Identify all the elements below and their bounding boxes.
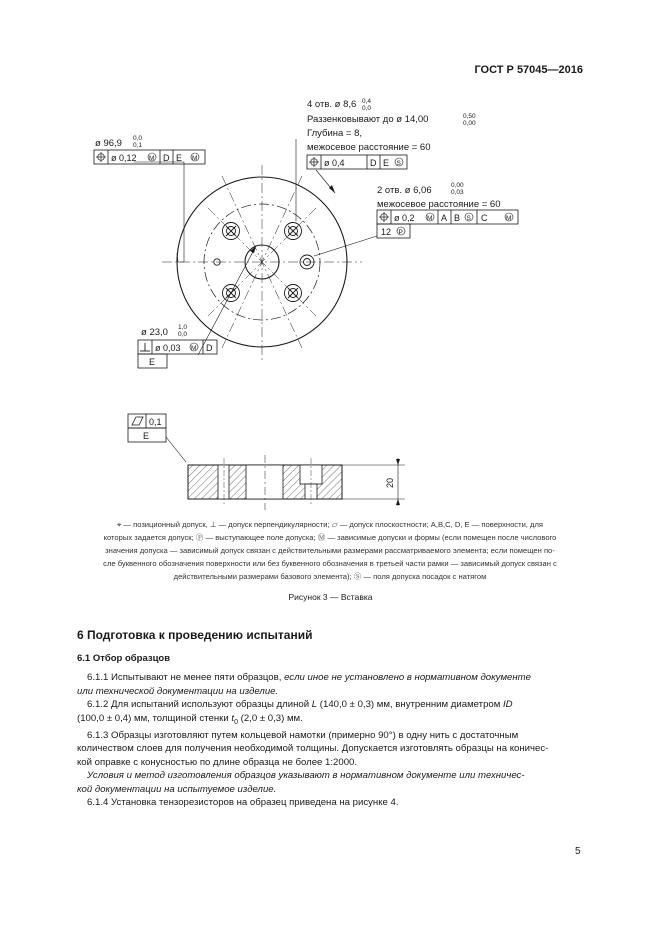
standard-header: ГОСТ Р 57045—2016 [474,64,583,76]
svg-text:M: M [506,215,512,222]
holes4-tol-dn: 0,0 [362,105,372,112]
svg-text:0,1: 0,1 [133,142,143,149]
svg-text:0,03: 0,03 [451,189,464,196]
holes4-line1: 4 отв. ø 8,6 [307,99,357,110]
holes2-line2: межосевое расстояние = 60 [377,199,501,210]
countersunk-hole [285,285,302,302]
flatness-icon [132,417,143,425]
svg-text:B: B [454,213,461,223]
svg-text:M: M [191,345,197,352]
thickness-dim: 20 [385,477,395,488]
paragraph-conditions: Условия и метод изготовления образцов указывают в нормативном документе или техничес- [87,770,525,782]
svg-text:E: E [143,431,150,441]
paragraph-6-1-2: 6.1.2 Для испытаний используют образцы длиной L (140,0 ± 0,3) мм, внутренним диаметром ID [87,699,513,710]
paragraph-6-1-1: 6.1.1 Испытывают не менее пяти образцов, если иное не установлено в нормативном документе [87,672,531,683]
svg-text:M: M [192,155,198,162]
feature-control-frame-bore [138,340,217,368]
subsection-title: 6.1 Отбор образцов [77,653,171,664]
countersunk-hole [285,223,302,240]
svg-text:E: E [383,158,390,168]
holes4-tol-up: 0,4 [362,98,372,105]
holes4-line3: Глубина = 8, [307,128,363,139]
legend-line-3: значения допуска — зависимый допуск связан с действительными размерами рассматриваемого элемента; если помещен по- [105,546,555,555]
svg-text:P: P [398,229,403,236]
position-icon [309,157,319,167]
svg-text:12: 12 [381,227,392,237]
svg-text:ø 0,2: ø 0,2 [394,213,415,223]
legend-line-2: которых задается допуск; Ⓟ — выступающее поле допуска; Ⓜ — зависимые допуски и формы (если помещен после числового [103,533,557,542]
feature-control-frame-outer [94,150,205,164]
svg-text:D: D [206,343,213,353]
feature-control-frame-holes4 [307,155,407,169]
svg-text:D: D [163,153,170,163]
paragraph-6-1-3: 6.1.3 Образцы изготовляют путем кольцевой намотки (примерно 90°) в одну нить с достаточным [87,729,519,741]
holes4-line2-tol-up: 0,50 [463,113,476,120]
svg-text:0,0: 0,0 [178,331,188,338]
svg-text:1,0: 1,0 [178,324,188,331]
svg-text:A: A [441,213,448,223]
svg-text:ø 0,03: ø 0,03 [155,343,181,353]
svg-text:S: S [396,160,401,167]
position-icon [96,152,106,162]
legend-line-4: сле буквенного обозначения поверхности или без буквенного обозначения в третьей части рамки — зависимый допуск связан с [103,559,557,568]
position-icon: ⌖ [116,520,122,529]
feature-control-frame-holes2 [377,210,518,238]
holes4-line2: Раззенковывают до ø 14,00 [307,114,429,125]
section-view [188,455,405,510]
plan-view [134,139,377,362]
section-title: 6 Подготовка к проведению испытаний [77,628,313,642]
position-icon [379,212,389,222]
holes4-line2-tol-dn: 0,00 [463,120,476,127]
page-number: 5 [575,846,581,857]
legend-line-5: действительными размерами базового элемента); Ⓢ — поля допуска посадок с натягом [173,572,487,581]
legend-line-1: ⌖ — позиционный допуск, ⊥ — допуск перпендикулярности; ▱ — допуск плоскостности; A,B,C, D, E — поверхности, для [116,520,544,529]
svg-text:D: D [370,158,377,168]
body-text: 6.1.1 Испытывают не менее пяти образцов, если иное не установлено в нормативном документе или технической документации на изделие. 6.1.2 Для испытаний используют образцы длиной L (140,0 ± 0,3) мм, внутренним диаметром ID (100,0 ± 0,4) мм, толщиной стенки $t_0$ (2,0 ± 0,3) мм. 6.1.3 Образцы изготовляют путем кольцевой намотки (примерно 90°) в одну нить с достаточным количеством слоев для получения необходимой толщины. Допускается изготовлять образцы на коничес- кой оправке с конусностью по длине образца не более 1:2000. Условия и метод изготовления образцов указывают в нормативном документе или техничес- кой документации на испытуемое изделие. 6.1.4 Установка тензорезисторов на образец приведена на рисунке 4. [77,671,585,810]
svg-text:ø 0,4: ø 0,4 [324,158,345,168]
svg-text:0,00: 0,00 [451,182,464,189]
holes2-line1: 2 отв. ø 6,06 [377,185,432,196]
svg-text:S: S [466,215,471,222]
bore-text: ø 23,0 [141,327,168,338]
outer-dia-text: ø 96,9 [95,138,122,149]
svg-text:0,0: 0,0 [133,135,143,142]
svg-text:ø 0,12: ø 0,12 [111,153,137,163]
svg-text:M: M [427,215,433,222]
figure-caption: Рисунок 3 — Вставка [288,592,373,602]
perpendicularity-icon [140,343,150,351]
paragraph-6-1-4: 6.1.4 Установка тензорезисторов на образец приведена на рисунке 4. [87,797,399,809]
svg-text:M: M [149,155,155,162]
svg-text:E: E [176,153,183,163]
svg-text:0,1: 0,1 [149,417,162,427]
legend [70,518,590,583]
svg-text:C: C [481,213,488,223]
holes4-line4: межосевое расстояние = 60 [307,142,431,153]
countersunk-hole [223,223,240,240]
flatness-frame [128,414,186,462]
svg-text:E: E [149,357,156,367]
